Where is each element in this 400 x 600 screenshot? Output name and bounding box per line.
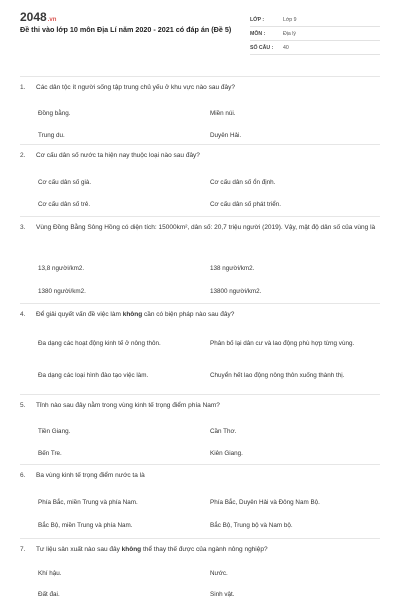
option-a[interactable]: 13,8 người/km2.	[38, 264, 85, 272]
question-number: 3.	[20, 224, 26, 231]
question-body: Ba vùng kinh tế trọng điểm nước ta là	[36, 472, 145, 479]
exam-meta	[250, 13, 380, 55]
option-d[interactable]: 13800 người/km2.	[210, 287, 262, 295]
question-list	[0, 76, 400, 600]
options	[0, 328, 400, 392]
meta-row-subject	[250, 27, 380, 41]
question-text	[0, 217, 400, 257]
question-text	[0, 77, 400, 103]
question-number: 7.	[20, 546, 26, 553]
meta-value: Địa lý	[283, 30, 296, 37]
logo-suffix: .vn	[47, 17, 57, 23]
option-d[interactable]: Duyên Hải.	[210, 132, 242, 140]
question-number: 5.	[20, 402, 26, 409]
question-4	[0, 303, 400, 394]
question-text	[0, 395, 400, 421]
option-c[interactable]: Trung du.	[38, 132, 65, 140]
question-text	[0, 539, 400, 563]
question-2	[0, 144, 400, 216]
question-number: 1.	[20, 84, 26, 91]
meta-label: SỐ CÂU :	[250, 44, 274, 51]
options	[0, 491, 400, 537]
option-d[interactable]: Kiên Giang.	[210, 450, 243, 458]
page-title: Đề thi vào lớp 10 môn Địa Lí năm 2020 - 2021 có đáp án (Đề 5)	[20, 25, 232, 34]
options	[0, 257, 400, 303]
option-a[interactable]: Cơ cấu dân số già.	[38, 179, 92, 187]
options	[0, 172, 400, 216]
option-c[interactable]: Đất đai.	[38, 590, 60, 598]
option-c[interactable]: Đa dạng các loại hình đào tạo việc làm.	[38, 372, 149, 380]
document-header	[0, 0, 400, 62]
option-c[interactable]: Bến Tre.	[38, 450, 62, 458]
option-b[interactable]: Miền núi.	[210, 110, 236, 118]
question-emphasis: không	[121, 546, 142, 553]
question-text-start: Để giải quyết vấn đề việc làm	[36, 311, 123, 318]
option-b[interactable]: Cơ cấu dân số ổn định.	[210, 179, 276, 187]
option-c[interactable]: Bắc Bộ, miền Trung và phía Nam.	[38, 521, 133, 529]
meta-label: MÔN :	[250, 30, 266, 37]
question-6	[0, 464, 400, 538]
option-b[interactable]: Phân bố lại dân cư và lao động phù hợp từng vùng.	[210, 340, 355, 348]
question-body: Các dân tộc ít người sống tập trung chủ yếu ở khu vực nào sau đây?	[36, 84, 235, 91]
question-number: 2.	[20, 152, 26, 159]
question-text	[0, 304, 400, 328]
option-d[interactable]: Cơ cấu dân số phát triển.	[210, 201, 281, 209]
question-body: Vùng Đồng Bằng Sông Hồng có diện tích: 15000km², dân số: 20,7 triệu người (2019). Vậy, mật độ dân số của vùng là	[36, 224, 376, 231]
question-text-start: Tư liệu sản xuất nào sau đây	[36, 546, 122, 553]
option-b[interactable]: 138 người/km2.	[210, 264, 255, 272]
option-a[interactable]: Đa dạng các hoạt động kinh tế ở nông thôn.	[38, 340, 161, 348]
question-7	[0, 538, 400, 600]
option-a[interactable]: Tiền Giang.	[38, 428, 71, 436]
question-text-end: cần có biện pháp nào sau đây?	[142, 311, 235, 318]
logo-text: 2048	[20, 10, 47, 24]
option-b[interactable]: Cần Thơ.	[210, 428, 237, 436]
option-c[interactable]: Cơ cấu dân số trẻ.	[38, 201, 91, 209]
option-d[interactable]: Bắc Bộ, Trung bộ và Nam bộ.	[210, 521, 293, 529]
option-b[interactable]: Nước.	[210, 569, 228, 577]
meta-value: Lớp 9	[283, 16, 297, 23]
question-1	[0, 76, 400, 144]
question-5	[0, 394, 400, 464]
question-body: Tỉnh nào sau đây nằm trong vùng kinh tế trọng điểm phía Nam?	[36, 402, 220, 409]
site-logo[interactable]	[20, 10, 56, 24]
option-a[interactable]: Khí hậu.	[38, 569, 62, 577]
option-d[interactable]: Sinh vật.	[210, 590, 235, 598]
option-c[interactable]: 1380 người/km2.	[38, 287, 86, 295]
question-number: 6.	[20, 472, 26, 479]
question-body	[36, 545, 380, 563]
question-3	[0, 216, 400, 303]
question-number: 4.	[20, 311, 26, 318]
options	[0, 103, 400, 147]
meta-value: 40	[283, 44, 289, 51]
question-text	[0, 465, 400, 491]
question-text-end: thể thay thế được của ngành nông nghiệp?	[141, 546, 268, 553]
question-body	[36, 310, 380, 328]
options	[0, 421, 400, 465]
option-d[interactable]: Chuyển hết lao động nông thôn xuống thành thị.	[210, 372, 345, 380]
meta-row-class	[250, 13, 380, 27]
option-b[interactable]: Phía Bắc, Duyên Hải và Đông Nam Bộ.	[210, 498, 320, 506]
question-emphasis: không	[122, 311, 143, 318]
question-text	[0, 145, 400, 172]
meta-label: LỚP :	[250, 16, 265, 23]
options	[0, 563, 400, 600]
meta-row-count	[250, 41, 380, 55]
question-body: Cơ cấu dân số nước ta hiện nay thuộc loại nào sau đây?	[36, 152, 200, 159]
option-a[interactable]: Đồng bằng.	[38, 110, 71, 118]
option-a[interactable]: Phía Bắc, miền Trung và phía Nam.	[38, 498, 138, 506]
